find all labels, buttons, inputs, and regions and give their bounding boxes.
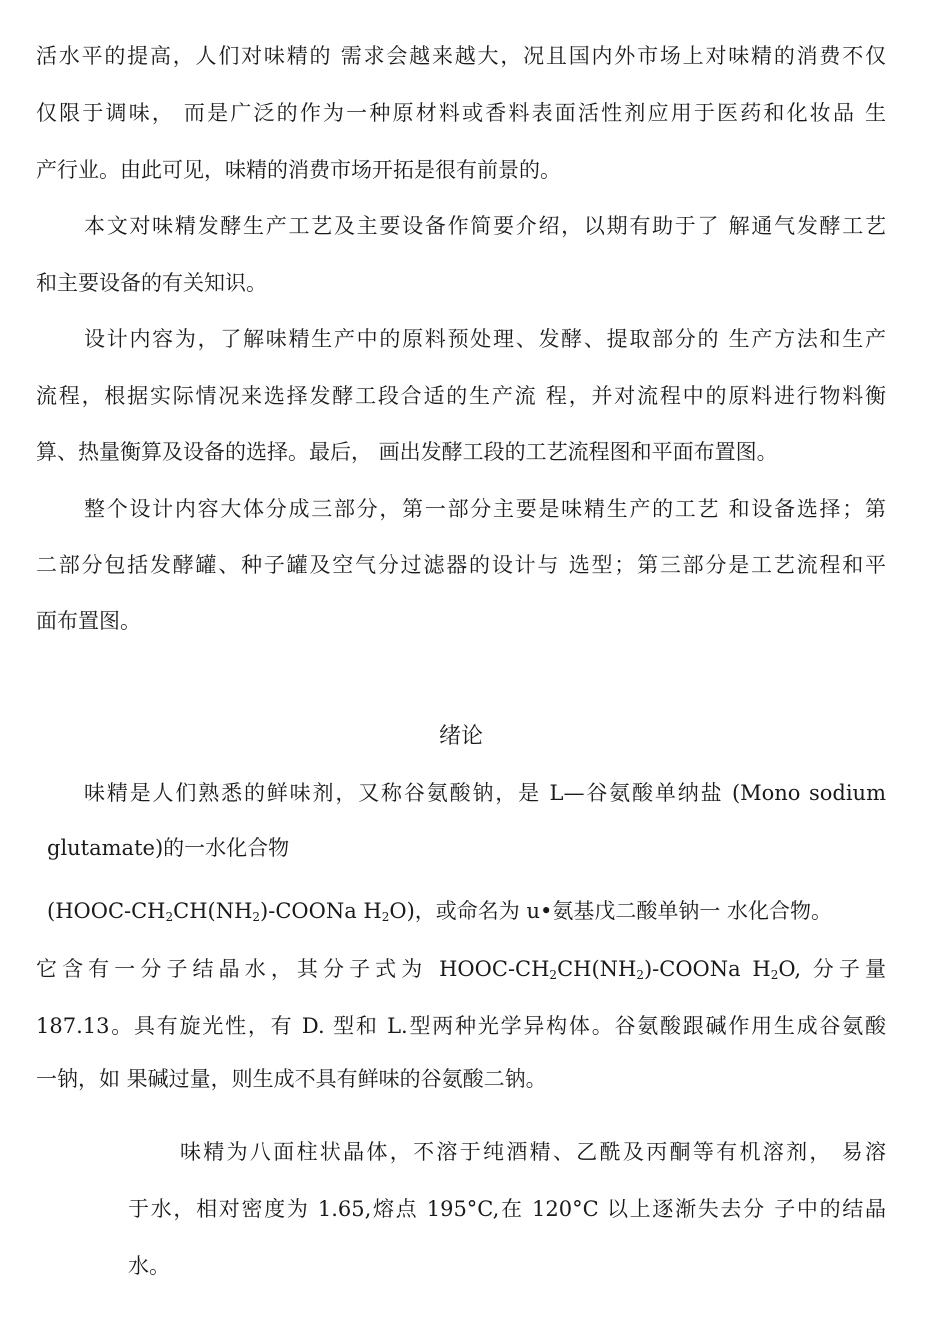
paragraph-line: 面布置图。 (36, 609, 141, 633)
paragraph-line: 于水，相对密度为 1.65,熔点 195°C,在 120°C 以上逐渐失去分 子中的结晶 (128, 1197, 886, 1221)
paragraph-line: 整个设计内容大体分成三部分，第一部分主要是味精生产的工艺 和设备选择；第 (84, 497, 886, 521)
chemical-formula-line: ($HOOC-CH_2CH(NH_2)$-COONa $H_2O$)，或命名为 u•氨基戊二酸单钠一 水化合物。 (47, 899, 833, 924)
paragraph-line: 活水平的提高，人们对味精的 需求会越来越大，况且国内外市场上对味精的消费不仅 (36, 44, 887, 68)
paragraph-line: 设计内容为，了解味精生产中的原料预处理、发酵、提取部分的 生产方法和生产 (84, 327, 886, 351)
paragraph-line: 产行业。由此可见，味精的消费市场开拓是很有前景的。 (36, 158, 561, 182)
paragraph-line: 仅限于调味， 而是广泛的作为一种原材料或香料表面活性剂应用于医药和化妆品 生 (36, 101, 886, 125)
paragraph-line: glutamate)的一水化合物 (47, 836, 290, 860)
section-heading: 绪论 (438, 724, 483, 749)
paragraph-line: 味精为八面柱状晶体，不溶于纯酒精、乙酰及丙酮等有机溶剂， 易溶 (180, 1140, 886, 1164)
paragraph-line: 一钠，如 果碱过量，则生成不具有鲜味的谷氨酸二钠。 (36, 1067, 547, 1091)
paragraph-line: 和主要设备的有关知识。 (36, 271, 267, 295)
paragraph-line: 算、热量衡算及设备的选择。最后， 画出发酵工段的工艺流程图和平面布置图。 (36, 440, 778, 464)
paragraph-line: 本文对味精发酵生产工艺及主要设备作简要介绍，以期有助于了 解通气发酵工艺 (84, 214, 886, 238)
paragraph-line: 味精是人们熟悉的鲜味剂，又称谷氨酸钠，是 L—谷氨酸单纳盐 (Mono sodium (84, 781, 886, 805)
paragraph-line: 187.13。具有旋光性，有 D. 型和 L.型两种光学异构体。谷氨酸跟碱作用生成谷氨酸 (36, 1014, 886, 1038)
chemical-formula-line: 它含有一分子结晶水，其分子式为 HOOC-$CH_2CH(NH_2)$-COONa $H_2O$, 分子量 (36, 957, 886, 982)
paragraph-line: 水。 (128, 1254, 170, 1278)
paragraph-line: 流程，根据实际情况来选择发酵工段合适的生产流 程，并对流程中的原料进行物料衡 (36, 384, 886, 408)
paragraph-line: 二部分包括发酵罐、种子罐及空气分过滤器的设计与 选型；第三部分是工艺流程和平 (36, 553, 887, 577)
